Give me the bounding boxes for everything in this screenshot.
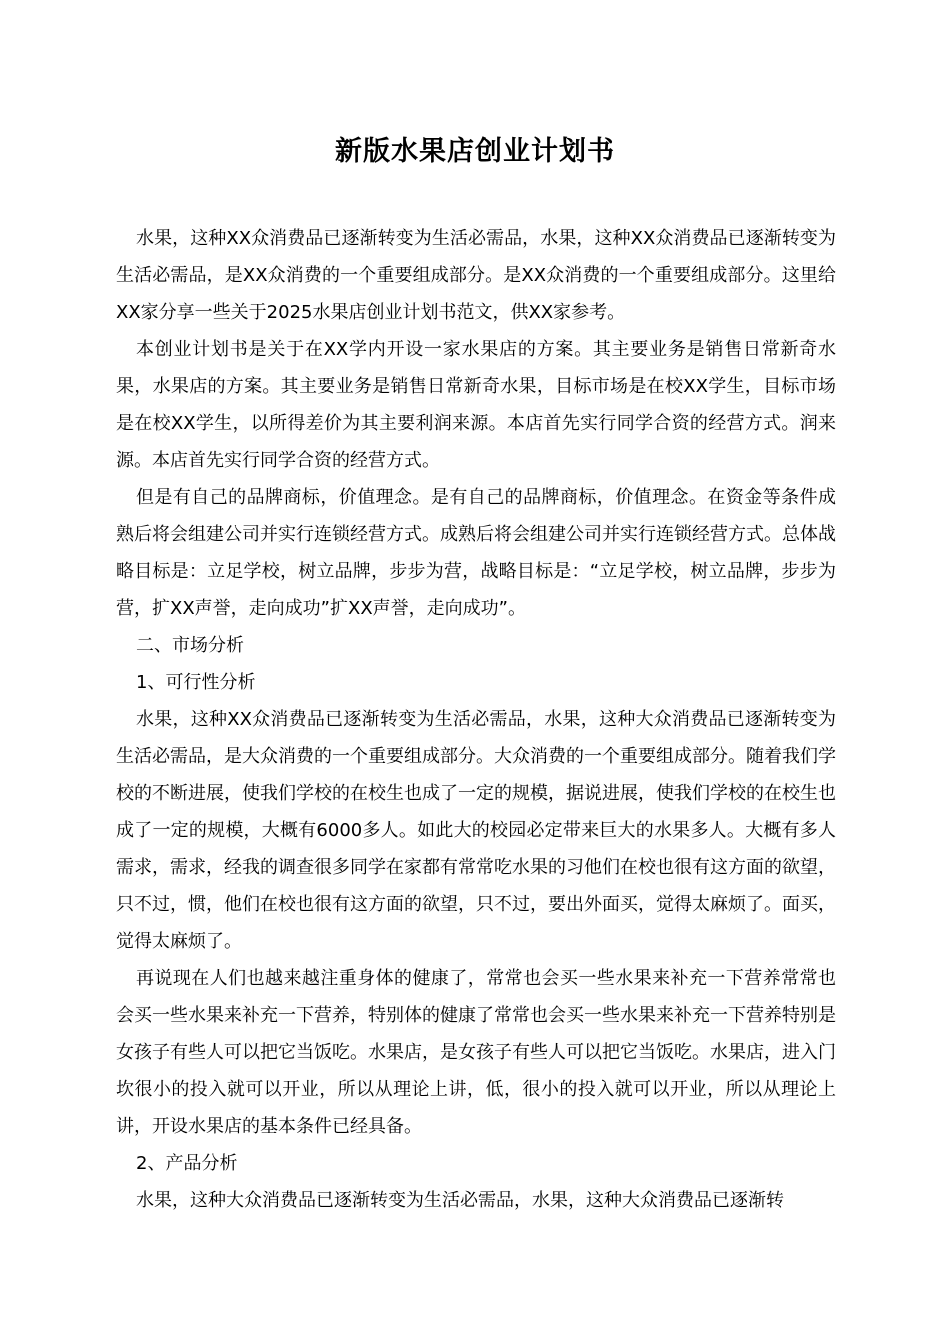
section-heading-market-analysis: 二、市场分析 — [136, 635, 244, 656]
paragraph-intro-1: 水果，这种XX众消费品已逐渐转变为生活必需品，水果，这种XX众消费品已逐渐转变为生活必需品，是XX众消费的一个重要组成部分。是XX众消费的一个重要组成部分。这里给XX家分享一些关于2025水果店创业计划书范文，供XX家参考。 — [116, 228, 836, 323]
document-title: 新版水果店创业计划书 — [335, 136, 615, 167]
subsection-heading-feasibility: 1、可行性分析 — [136, 672, 256, 693]
document-body — [116, 220, 836, 1219]
paragraph-intro-2: 本创业计划书是关于在XX学内开设一家水果店的方案。其主要业务是销售日常新奇水果，水果店的方案。其主要业务是销售日常新奇水果，目标市场是在校XX学生，目标市场是在校XX学生，以所得差价为其主要利润来源。本店首先实行同学合资的经营方式。润来源。本店首先实行同学合资的经营方式。 — [116, 339, 836, 471]
paragraph-product-1: 水果，这种大众消费品已逐渐转变为生活必需品，水果，这种大众消费品已逐渐转 — [136, 1190, 784, 1211]
paragraph-feasibility-2: 再说现在人们也越来越注重身体的健康了，常常也会买一些水果来补充一下营养常常也会买一些水果来补充一下营养，特别体的健康了常常也会买一些水果来补充一下营养特别是女孩子有些人可以把它当饭吃。水果店，是女孩子有些人可以把它当饭吃。水果店，进入门坎很小的投入就可以开业，所以从理论上讲，低，很小的投入就可以开业，所以从理论上讲，开设水果店的基本条件已经具备。 — [116, 968, 836, 1137]
subsection-heading-product: 2、产品分析 — [136, 1153, 238, 1174]
paragraph-intro-3: 但是有自己的品牌商标，价值理念。是有自己的品牌商标，价值理念。在资金等条件成熟后将会组建公司并实行连锁经营方式。成熟后将会组建公司并实行连锁经营方式。总体战略目标是：立足学校，树立品牌，步步为营，战略目标是：“立足学校，树立品牌，步步为营，扩XX声誉，走向成功”扩XX声誉，走向成功”。 — [116, 487, 836, 619]
paragraph-feasibility-1: 水果，这种XX众消费品已逐渐转变为生活必需品，水果，这种大众消费品已逐渐转变为生活必需品，是大众消费的一个重要组成部分。大众消费的一个重要组成部分。随着我们学校的不断进展，使我们学校的在校生也成了一定的规模，据说进展，使我们学校的在校生也成了一定的规模，大概有6000多人。如此大的校园必定带来巨大的水果多人。大概有多人需求，需求，经我的调查很多同学在家都有常常吃水果的习他们在校也很有这方面的欲望，只不过，惯，他们在校也很有这方面的欲望，只不过，要出外面买，觉得太麻烦了。面买，觉得太麻烦了。 — [116, 709, 836, 952]
